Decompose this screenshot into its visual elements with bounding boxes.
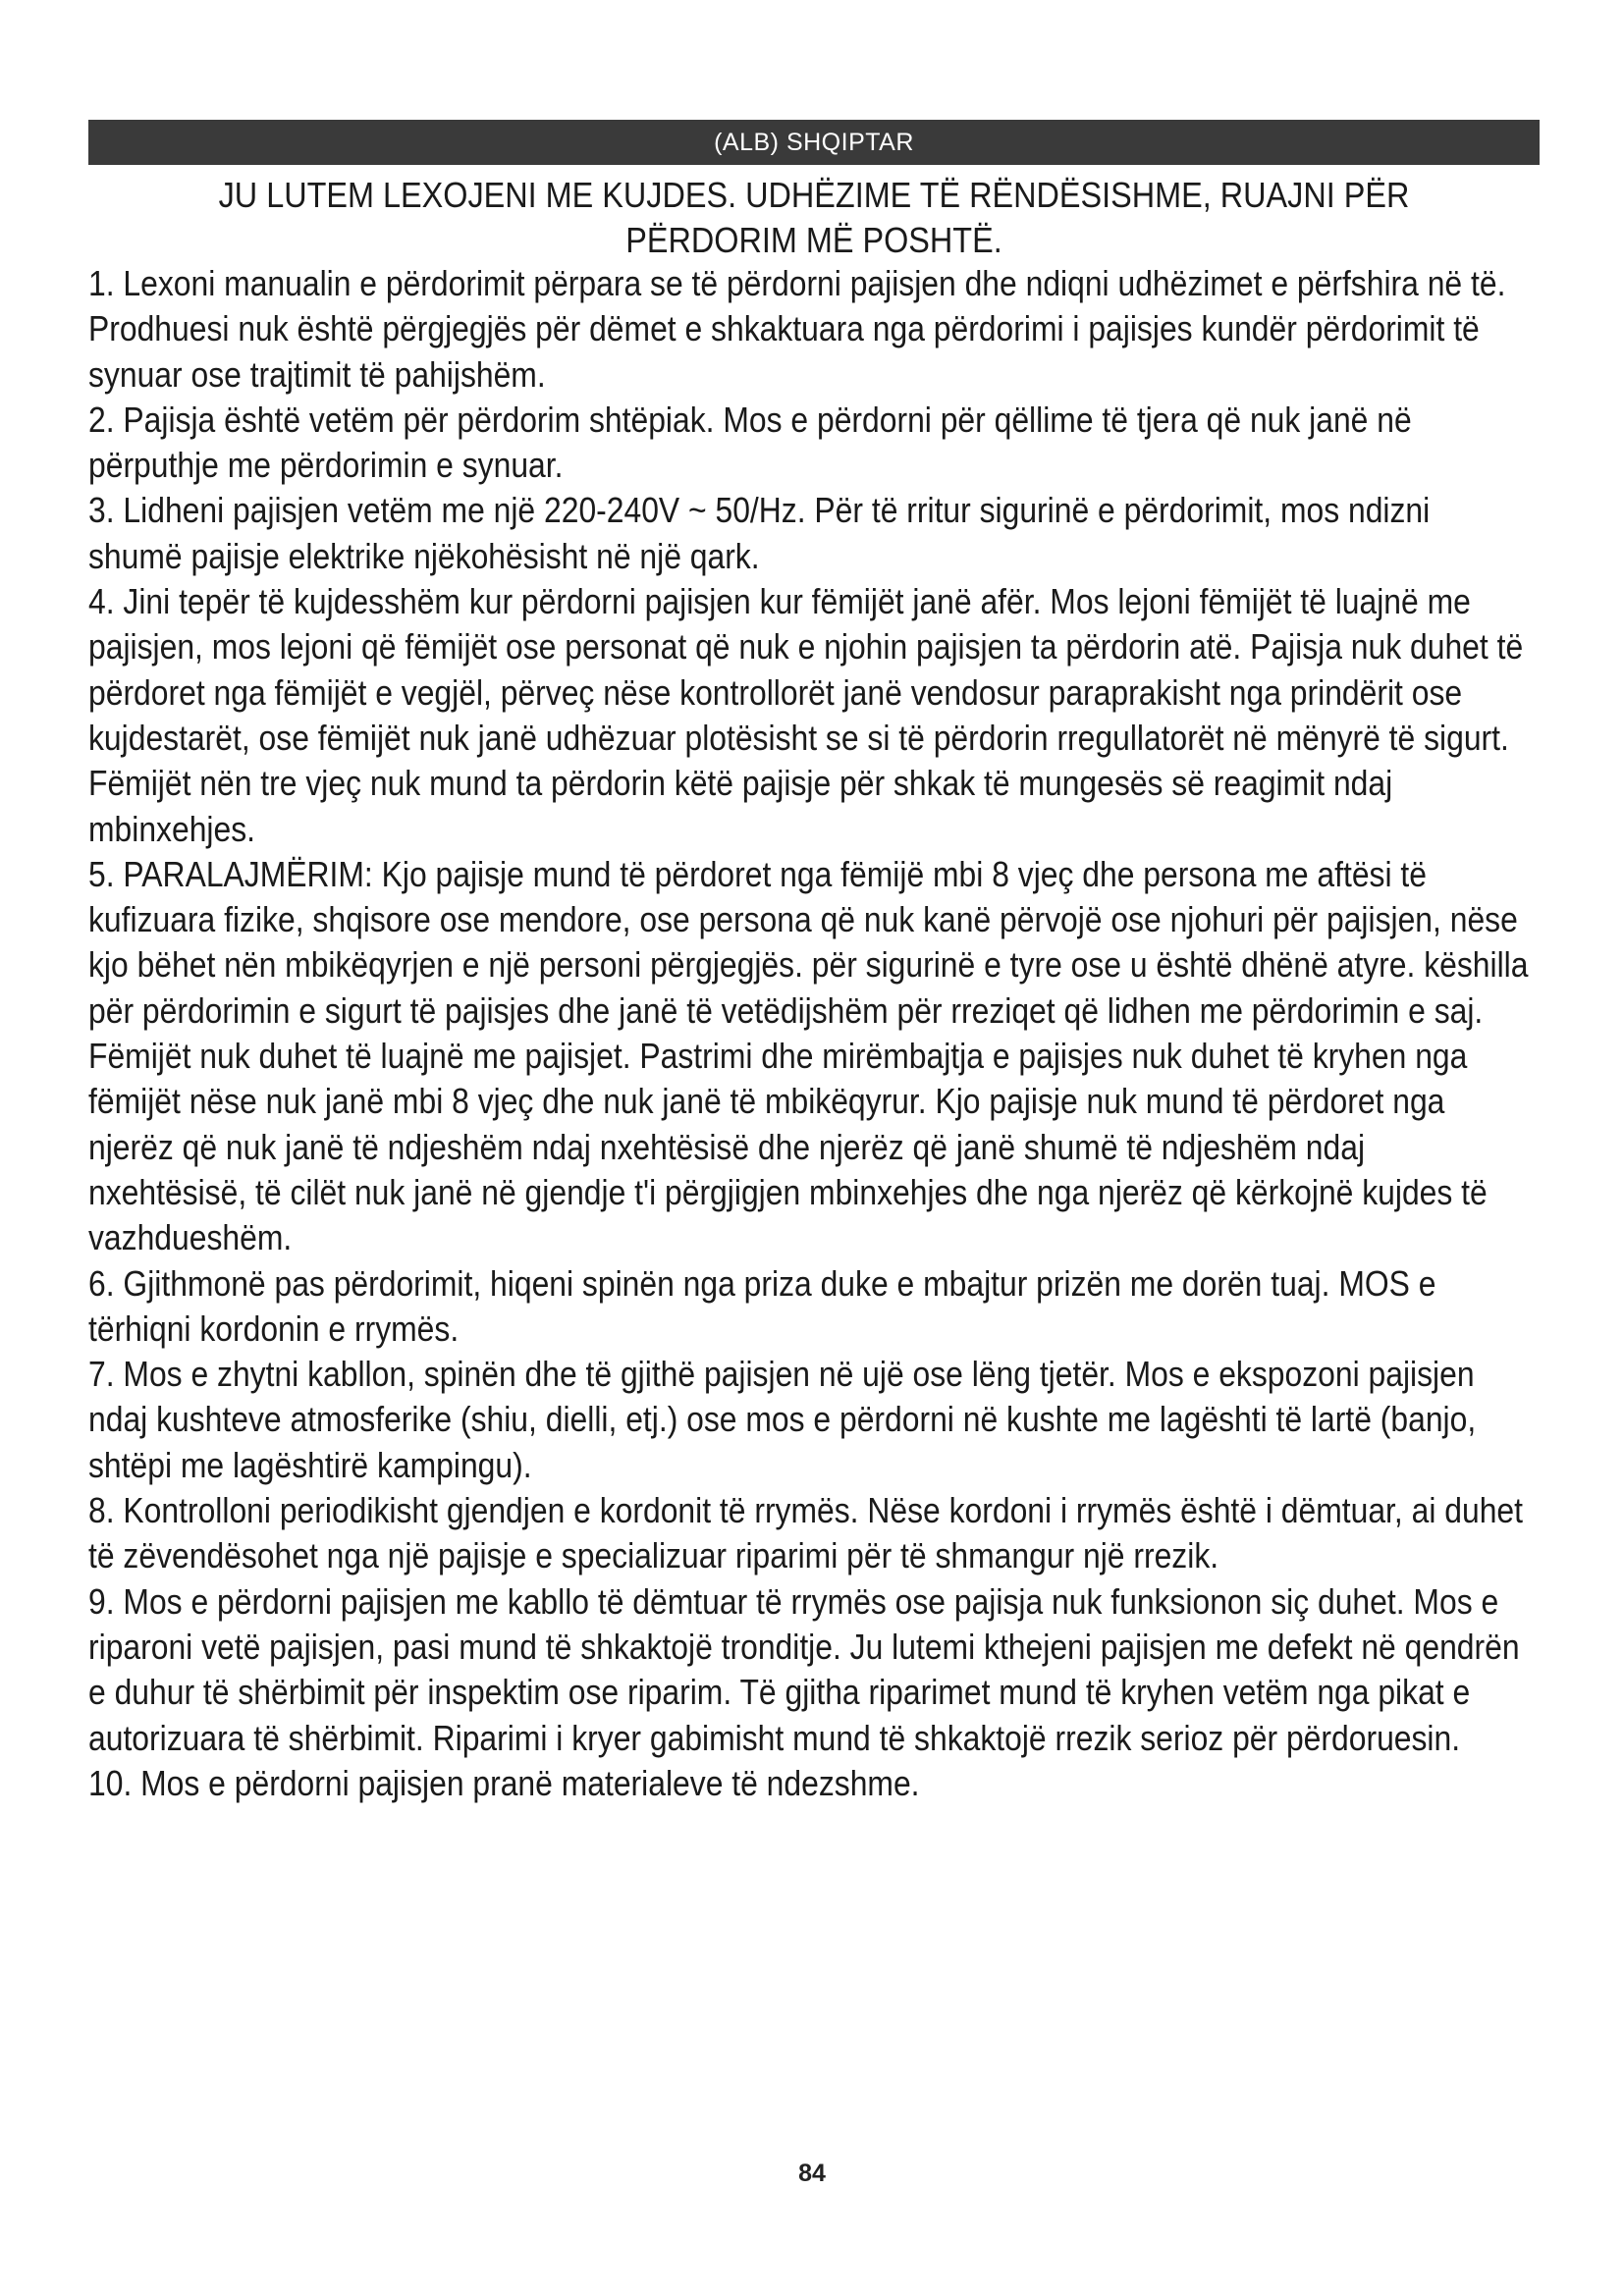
page-title-line-1: JU LUTEM LEXOJENI ME KUJDES. UDHËZIME TË RËNDËSISHME, RUAJNI PËR (218, 175, 1410, 215)
page-title (161, 173, 1467, 263)
page-title-line-2: PËRDORIM MË POSHTË. (625, 220, 1002, 260)
instructions-list (88, 261, 1531, 1806)
instruction-4: 4. Jini tepër të kujdesshëm kur përdorni pajisjen kur fëmijët janë afër. Mos lejoni fëmijët të luajnë me pajisjen, mos lejoni që fëmijët ose personat që nuk e njohin pajisjen ta përdorin atë. Pajisja nuk duhet të përdoret nga fëmijët e vegjël, përveç nëse kontrollorët janë vendosur paraprakisht nga prindërit ose kujdestarët, ose fëmijët nuk janë udhëzuar plotësisht se si të përdorin rregullatorët në mënyrë të sigurt. (88, 581, 1524, 758)
instruction-4-note: Fëmijët nën tre vjeç nuk mund ta përdorin këtë pajisje për shkak të mungesës së reagimit ndaj mbinxehjes. (88, 763, 1393, 849)
instruction-10: 10. Mos e përdorni pajisjen pranë materialeve të ndezshme. (88, 1762, 920, 1803)
instruction-6: 6. Gjithmonë pas përdorimit, hiqeni spinën nga priza duke e mbajtur prizën me dorën tuaj. MOS e tërhiqni kordonin e rrymës. (88, 1262, 1436, 1349)
language-header-bar: (ALB) SHQIPTAR (88, 120, 1540, 165)
page-number: 84 (798, 2160, 826, 2187)
instruction-8: 8. Kontrolloni periodikisht gjendjen e kordonit të rrymës. Nëse kordoni i rrymës është i dëmtuar, ai duhet të zëvendësohet nga një pajisje e specializuar riparimi për të shmangur një rrezik. (88, 1490, 1523, 1576)
instruction-7: 7. Mos e zhytni kabllon, spinën dhe të gjithë pajisjen në ujë ose lëng tjetër. Mos e ekspozoni pajisjen ndaj kushteve atmosferike (shiu, dielli, etj.) ose mos e përdorni në kushte me lagështi të lartë (banjo, shtëpi me lagështirë kampingu). (88, 1354, 1477, 1485)
instruction-9: 9. Mos e përdorni pajisjen me kabllo të dëmtuar të rrymës ose pajisja nuk funksionon siç duhet. Mos e riparoni vetë pajisjen, pasi mund të shkaktojë tronditje. Ju lutemi kthejeni pajisjen me defekt në qendrën e duhur të shërbimit për inspektim ose riparim. Të gjitha riparimet mund të kryhen vetëm nga pikat e autorizuara të shërbimit. Riparimi i kryer gabimisht mund të shkaktojë rrezik serioz për përdoruesin. (88, 1580, 1520, 1758)
instruction-3: 3. Lidheni pajisjen vetëm me një 220-240V ~ 50/Hz. Për të rritur sigurinë e përdorimit, mos ndizni shumë pajisje elektrike njëkohësisht në një qark. (88, 490, 1431, 576)
instruction-1: 1. Lexoni manualin e përdorimit përpara se të përdorni pajisjen dhe ndiqni udhëzimet e përfshira në të. Prodhuesi nuk është përgjegjës për dëmet e shkaktuara nga përdorimi i pajisjes kundër përdorimit të synuar ose trajtimit të pahijshëm. (88, 263, 1506, 395)
instruction-2: 2. Pajisja është vetëm për përdorim shtëpiak. Mos e përdorni për qëllime të tjera që nuk janë në përputhje me përdorimin e synuar. (88, 399, 1412, 486)
instruction-5-warning: 5. PARALAJMËRIM: Kjo pajisje mund të përdoret nga fëmijë mbi 8 vjeç dhe persona me aftësi të kufizuara fizike, shqisore ose mendore, ose persona që nuk kanë përvojë ose njohuri për pajisjen, nëse kjo bëhet nën mbikëqyrjen e një personi përgjegjës. për sigurinë e tyre ose u është dhënë atyre. këshilla për përdorimin e sigurt të pajisjes dhe janë të vetëdijshëm për rreziqet që lidhen me përdorimin e saj. Fëmijët nuk duhet të luajnë me pajisjet. Pastrimi dhe mirëmbajtja e pajisjes nuk duhet të kryhen nga fëmijët nëse nuk janë mbi 8 vjeç dhe nuk janë të mbikëqyrur. Kjo pajisje nuk mund të përdoret nga njerëz që nuk janë të ndjeshëm ndaj nxehtësisë dhe njerëz që janë shumë të ndjeshëm ndaj nxehtësisë, të cilët nuk janë në gjendje t'i përgjigjen mbinxehjes dhe nga njerëz që kërkojnë kujdes të vazhdueshëm. (88, 853, 1529, 1258)
